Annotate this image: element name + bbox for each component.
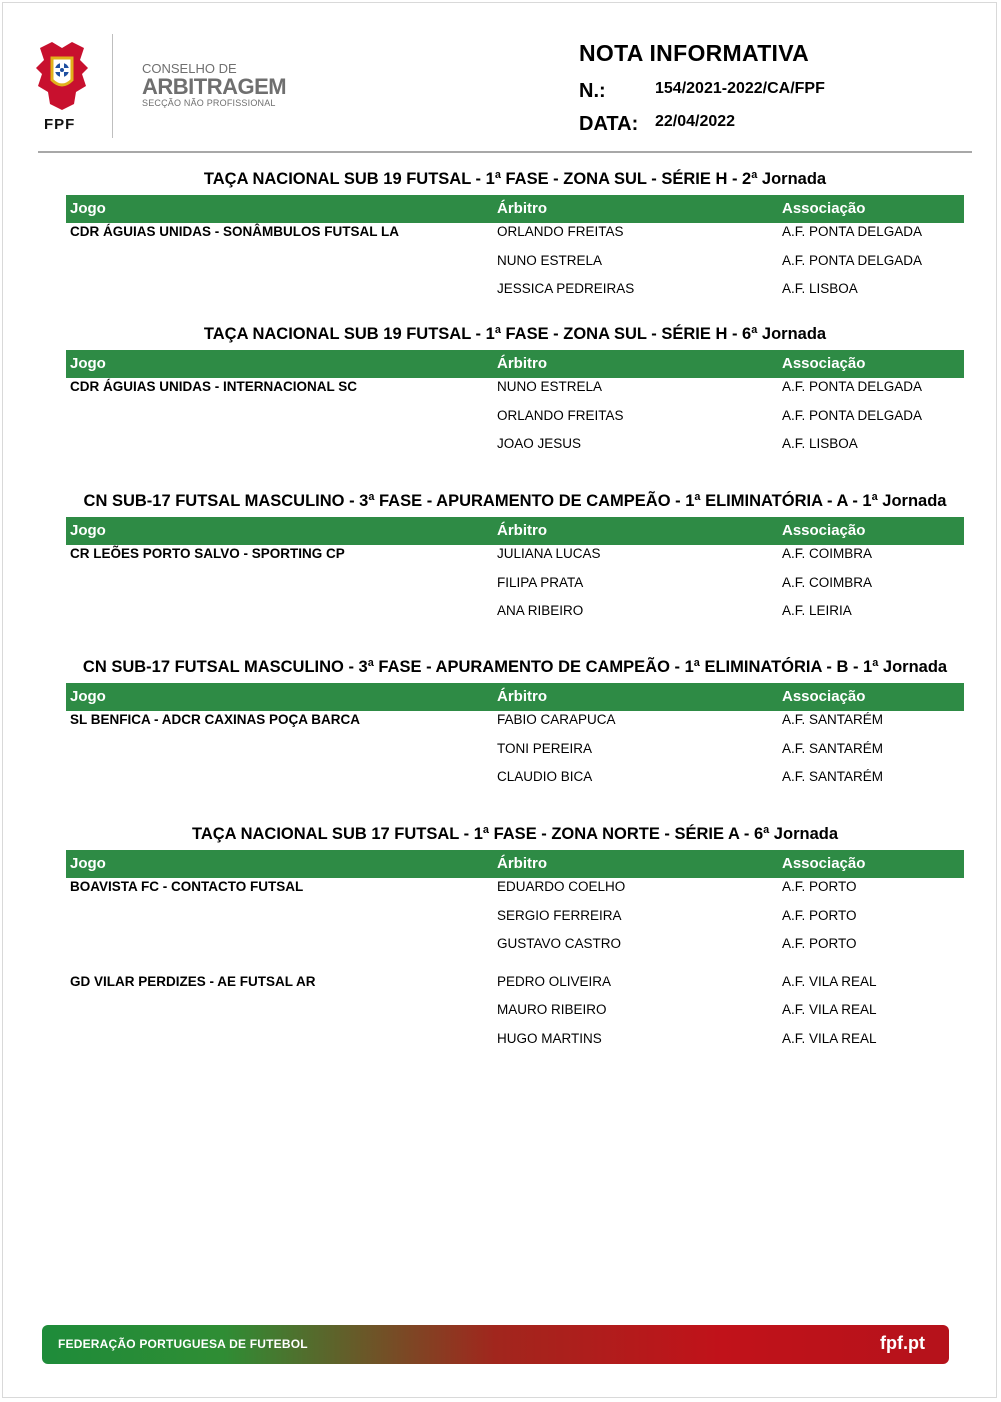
cell-associacao: A.F. PORTO — [782, 936, 857, 951]
cell-associacao: A.F. PONTA DELGADA — [782, 379, 923, 394]
table-row — [66, 1001, 964, 1030]
table-row — [66, 973, 964, 1002]
number-value: 154/2021-2022/CA/FPF — [655, 80, 825, 97]
col-jogo: Jogo — [70, 688, 106, 705]
header-divider — [112, 34, 113, 138]
table-row — [66, 435, 964, 464]
table-row — [66, 1030, 964, 1059]
section-4 — [66, 656, 964, 797]
cell-arbitro: JOAO JESUS — [497, 436, 582, 451]
cell-arbitro: FILIPA PRATA — [497, 574, 584, 590]
cell-associacao: A.F. LISBOA — [782, 281, 858, 296]
section-1 — [66, 168, 964, 309]
col-jogo: Jogo — [70, 855, 106, 872]
col-associacao: Associação — [782, 355, 866, 372]
cell-arbitro: TONI PEREIRA — [497, 740, 593, 756]
table-row — [66, 768, 964, 797]
fpf-logo-text: FPF — [44, 116, 76, 133]
table-row — [66, 545, 964, 574]
section-title: CN SUB-17 FUTSAL MASCULINO - 3ª FASE - APURAMENTO DE CAMPEÃO - 1ª ELIMINATÓRIA - A - 1ª Jornada — [83, 492, 947, 510]
cell-arbitro: HUGO MARTINS — [497, 1030, 602, 1046]
col-arbitro: Árbitro — [497, 688, 547, 705]
footer-banner — [42, 1325, 949, 1364]
table-row — [66, 602, 964, 631]
cell-associacao: A.F. PORTO — [782, 879, 857, 894]
cell-jogo: CR LEÕES PORTO SALVO - SPORTING CP — [70, 546, 345, 561]
date-value: 22/04/2022 — [655, 113, 736, 130]
table-row — [66, 907, 964, 936]
cell-arbitro: JULIANA LUCAS — [497, 546, 601, 561]
table-header — [66, 350, 964, 378]
col-associacao: Associação — [782, 200, 866, 217]
col-associacao: Associação — [782, 522, 866, 539]
cell-associacao: A.F. COIMBRA — [782, 574, 873, 590]
table-header — [66, 683, 964, 711]
cell-associacao: A.F. SANTARÉM — [782, 712, 884, 727]
council-line-1: CONSELHO DE — [142, 61, 237, 76]
table-header — [66, 195, 964, 223]
number-label: N.: — [579, 80, 606, 102]
cell-associacao: A.F. SANTARÉM — [782, 740, 884, 756]
col-jogo: Jogo — [70, 200, 106, 217]
date-label: DATA: — [579, 113, 639, 135]
table-row — [66, 223, 964, 252]
cell-arbitro: PEDRO OLIVEIRA — [497, 973, 612, 989]
cell-arbitro: ANA RIBEIRO — [497, 603, 584, 618]
cell-arbitro: NUNO ESTRELA — [497, 379, 603, 394]
col-arbitro: Árbitro — [497, 522, 547, 539]
council-line-2: ARBITRAGEM — [142, 74, 287, 99]
cell-associacao: A.F. COIMBRA — [782, 546, 873, 561]
col-arbitro: Árbitro — [497, 200, 547, 217]
col-arbitro: Árbitro — [497, 855, 547, 872]
table-row — [66, 935, 964, 964]
col-jogo: Jogo — [70, 522, 106, 539]
cell-associacao: A.F. VILA REAL — [782, 1002, 877, 1017]
cell-associacao: A.F. PONTA DELGADA — [782, 407, 923, 423]
cell-arbitro: GUSTAVO CASTRO — [497, 936, 622, 951]
section-title: TAÇA NACIONAL SUB 19 FUTSAL - 1ª FASE - ZONA SUL - SÉRIE H - 6ª Jornada — [203, 325, 827, 343]
col-jogo: Jogo — [70, 355, 106, 372]
cell-associacao: A.F. PONTA DELGADA — [782, 224, 923, 239]
section-3 — [66, 490, 964, 631]
document-title: NOTA INFORMATIVA — [579, 40, 810, 66]
cell-associacao: A.F. SANTARÉM — [782, 769, 884, 784]
header-rule — [38, 151, 972, 153]
section-5 — [66, 823, 964, 1058]
table-header — [66, 850, 964, 878]
table-row — [66, 252, 964, 281]
cell-associacao: A.F. PONTA DELGADA — [782, 252, 923, 268]
section-title: CN SUB-17 FUTSAL MASCULINO - 3ª FASE - APURAMENTO DE CAMPEÃO - 1ª ELIMINATÓRIA - B - 1ª Jornada — [82, 658, 948, 676]
cell-arbitro: ORLANDO FREITAS — [497, 224, 624, 239]
cell-jogo: CDR ÁGUIAS UNIDAS - INTERNACIONAL SC — [70, 379, 358, 394]
table-row — [66, 280, 964, 309]
cell-arbitro: JESSICA PEDREIRAS — [497, 281, 635, 296]
footer-website: fpf.pt — [880, 1333, 925, 1353]
cell-jogo: GD VILAR PERDIZES - AE FUTSAL AR — [70, 973, 316, 989]
section-2 — [66, 323, 964, 464]
section-title: TAÇA NACIONAL SUB 17 FUTSAL - 1ª FASE - ZONA NORTE - SÉRIE A - 6ª Jornada — [192, 825, 838, 843]
cell-associacao: A.F. LISBOA — [782, 436, 858, 451]
col-arbitro: Árbitro — [497, 355, 547, 372]
cell-arbitro: CLAUDIO BICA — [497, 769, 593, 784]
col-associacao: Associação — [782, 688, 866, 705]
cell-arbitro: FABIO CARAPUCA — [497, 712, 616, 727]
table-row — [66, 407, 964, 436]
cell-jogo: SL BENFICA - ADCR CAXINAS POÇA BARCA — [70, 712, 361, 727]
cell-associacao: A.F. LEIRIA — [782, 603, 852, 618]
fpf-crest-icon — [34, 40, 90, 112]
table-row — [66, 878, 964, 907]
table-row — [66, 378, 964, 407]
table-row — [66, 740, 964, 769]
cell-arbitro: NUNO ESTRELA — [497, 252, 603, 268]
table-row — [66, 711, 964, 740]
table-row — [66, 574, 964, 603]
cell-arbitro: SERGIO FERREIRA — [497, 907, 622, 923]
cell-arbitro: MAURO RIBEIRO — [497, 1002, 607, 1017]
cell-associacao: A.F. PORTO — [782, 907, 857, 923]
council-line-3: SECÇÃO NÃO PROFISSIONAL — [142, 98, 276, 108]
table-header — [66, 517, 964, 545]
col-associacao: Associação — [782, 855, 866, 872]
cell-arbitro: ORLANDO FREITAS — [497, 407, 624, 423]
section-title: TAÇA NACIONAL SUB 19 FUTSAL - 1ª FASE - ZONA SUL - SÉRIE H - 2ª Jornada — [203, 170, 827, 188]
cell-associacao: A.F. VILA REAL — [782, 1030, 877, 1046]
cell-arbitro: EDUARDO COELHO — [497, 879, 626, 894]
cell-associacao: A.F. VILA REAL — [782, 973, 877, 989]
cell-jogo: CDR ÁGUIAS UNIDAS - SONÂMBULOS FUTSAL LA — [70, 224, 399, 239]
cell-jogo: BOAVISTA FC - CONTACTO FUTSAL — [70, 879, 304, 894]
footer-federation-name: FEDERAÇÃO PORTUGUESA DE FUTEBOL — [58, 1337, 308, 1351]
